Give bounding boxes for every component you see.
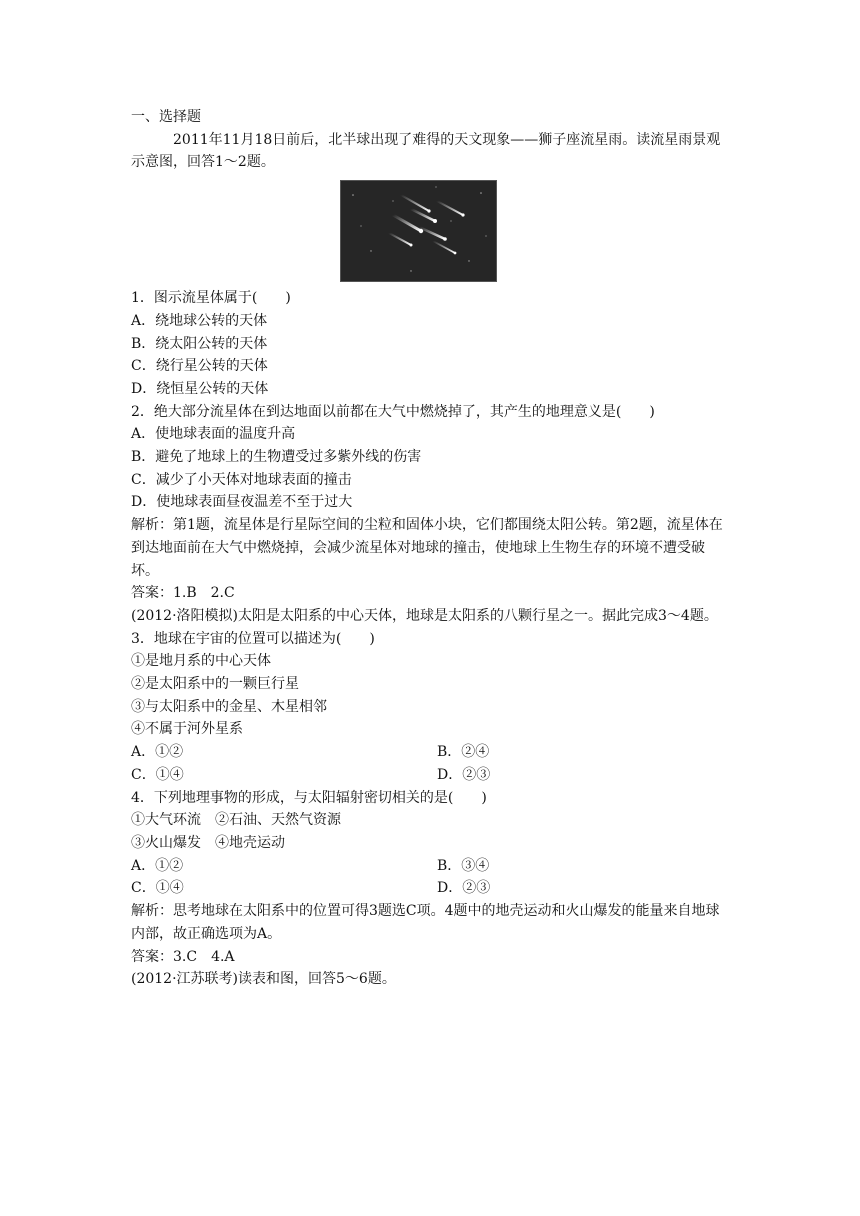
q3-option-a: A．①② <box>131 744 184 761</box>
q3-item-3: ③与太阳系中的金星、木星相邻 <box>131 698 327 715</box>
q3-item-4: ④不属于河外星系 <box>131 721 243 738</box>
q4-options-row-2 <box>131 877 731 900</box>
q1-option-d: D．绕恒星公转的天体 <box>131 380 269 397</box>
intro-paragraph-3: (2012·江苏联考)读表和图，回答5～6题。 <box>131 971 396 988</box>
q1-stem: 1．图示流星体属于( ) <box>131 290 291 307</box>
q3-option-c: C．①④ <box>131 766 184 783</box>
meteor-shower-photo <box>340 180 497 282</box>
document-content <box>131 106 731 991</box>
q4-item-2: ③火山爆发 ④地壳运动 <box>131 834 285 851</box>
q4-stem: 4．下列地理事物的形成，与太阳辐射密切相关的是( ) <box>131 789 487 806</box>
q3-options-row-1 <box>131 741 731 764</box>
q4-option-a: A．①② <box>131 857 184 874</box>
q2-option-a: A．使地球表面的温度升高 <box>131 426 296 443</box>
q3-stem: 3．地球在宇宙的位置可以描述为( ) <box>131 630 375 647</box>
q1-option-b: B．绕太阳公转的天体 <box>131 335 268 352</box>
q3-item-1: ①是地月系的中心天体 <box>131 653 271 670</box>
q3-option-b: B．②④ <box>437 744 490 761</box>
q2-option-b: B．避免了地球上的生物遭受过多紫外线的伤害 <box>131 449 422 466</box>
q1-option-a: A．绕地球公转的天体 <box>131 312 268 329</box>
answer-2: 答案：3.C 4.A <box>131 948 235 965</box>
q4-option-b: B．③④ <box>437 857 490 874</box>
figure-container <box>131 180 731 282</box>
intro-paragraph-2: (2012·洛阳模拟)太阳是太阳系的中心天体，地球是太阳系的八颗行星之一。据此完成3～4题。 <box>131 607 718 624</box>
q2-stem: 2．绝大部分流星体在到达地面以前都在大气中燃烧掉了，其产生的地理意义是( ) <box>131 403 655 420</box>
q3-options-row-2 <box>131 764 731 787</box>
analysis-paragraph-1: 解析：第1题，流星体是行星际空间的尘粒和固体小块，它们都围绕太阳公转。第2题，流星体在到达地面前在大气中燃烧掉，会减少流星体对地球的撞击，使地球上生物生存的环境不遭受破坏。 <box>131 517 723 579</box>
section-title: 一、选择题 <box>131 109 201 125</box>
q2-option-c: C．减少了小天体对地球表面的撞击 <box>131 471 352 488</box>
meteor-streaks-icon <box>341 181 496 281</box>
q1-option-c: C．绕行星公转的天体 <box>131 358 268 375</box>
answer-1: 答案：1.B 2.C <box>131 585 235 602</box>
q4-options-row-1 <box>131 855 731 878</box>
q3-option-d: D．②③ <box>437 766 491 783</box>
q4-option-c: C．①④ <box>131 880 184 897</box>
analysis-paragraph-2: 解析：思考地球在太阳系中的位置可得3题选C项。4题中的地壳运动和火山爆发的能量来自地球内部，故正确选项为A。 <box>131 903 720 942</box>
q4-option-d: D．②③ <box>437 880 491 897</box>
intro-paragraph-1: 2011年11月18日前后，北半球出现了难得的天文现象——狮子座流星雨。读流星雨景观示意图，回答1～2题。 <box>131 131 721 171</box>
q2-option-d: D．使地球表面昼夜温差不至于过大 <box>131 494 353 511</box>
q3-item-2: ②是太阳系中的一颗巨行星 <box>131 676 299 693</box>
q4-item-1: ①大气环流 ②石油、天然气资源 <box>131 812 341 829</box>
